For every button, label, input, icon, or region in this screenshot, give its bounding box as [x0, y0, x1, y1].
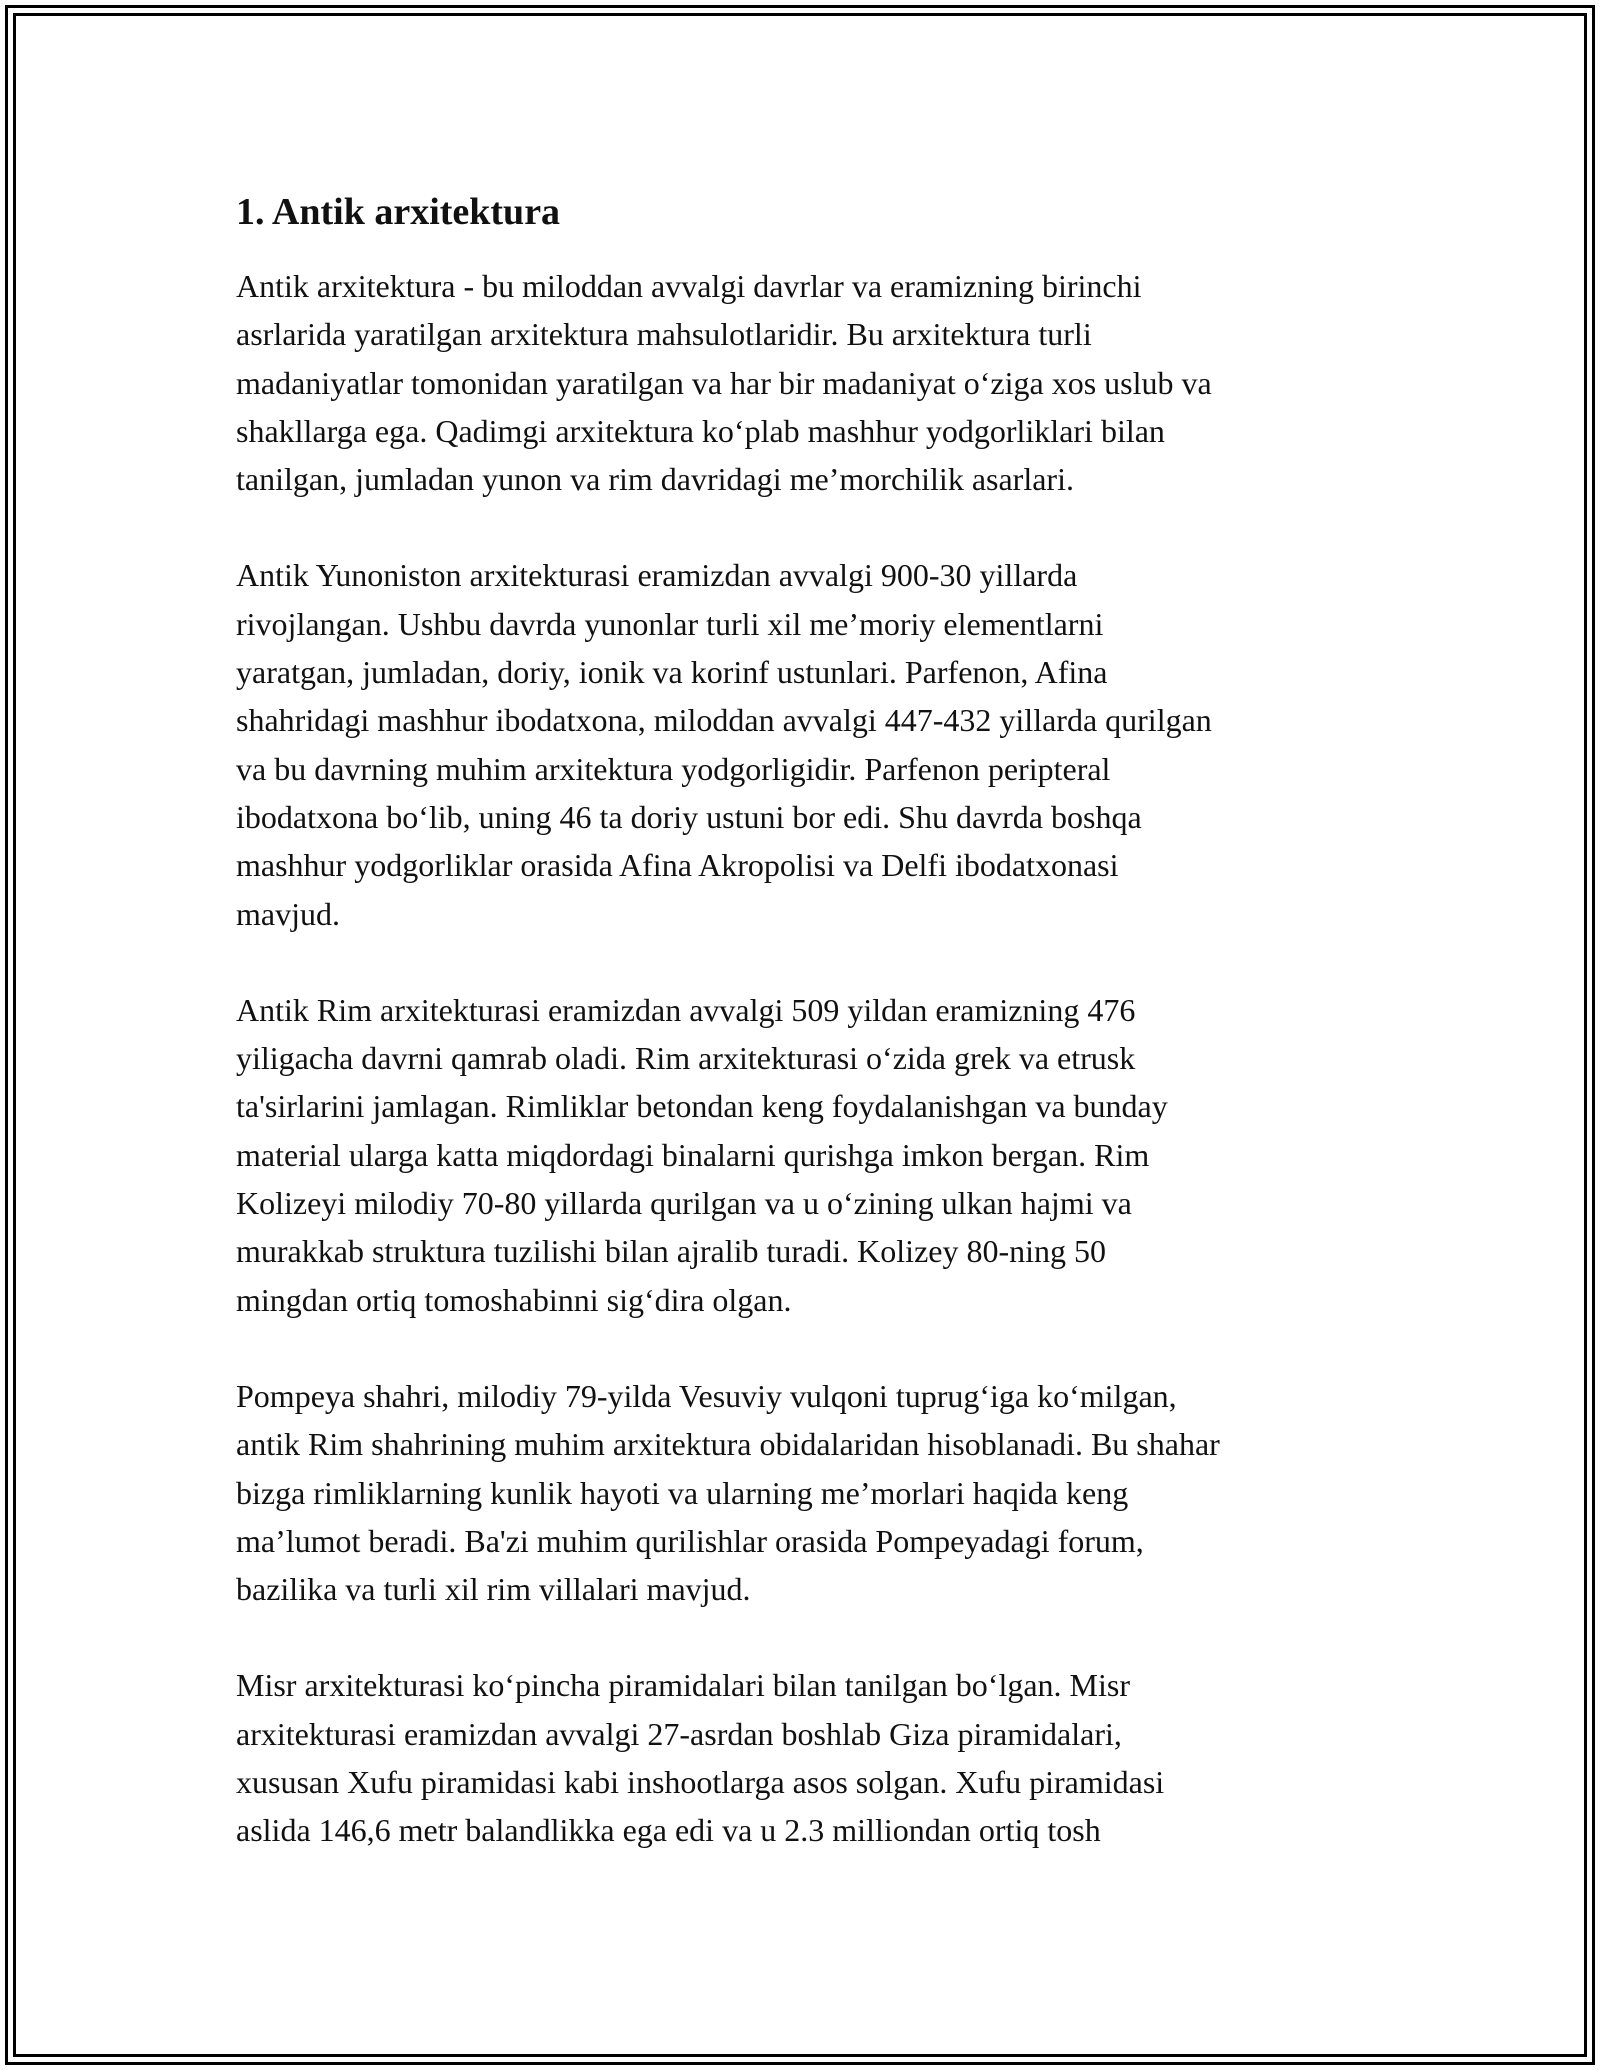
text-line: mavjud.	[236, 895, 340, 932]
document-body	[236, 186, 1366, 1903]
text-line: bizga rimliklarning kunlik hayoti va ularning me’morlari haqida keng	[236, 1474, 1129, 1511]
text-line: yaratgan, jumladan, doriy, ionik va korinf ustunlari. Parfenon, Afina	[236, 654, 1108, 691]
text-line: rivojlangan. Ushbu davrda yunonlar turli xil me’moriy elementlarni	[236, 605, 1104, 642]
section-heading: 1. Antik arxitektura	[236, 191, 561, 233]
text-line: mashhur yodgorliklar orasida Afina Akropolisi va Delfi ibodatxonasi	[236, 847, 1119, 884]
text-line: material ularga katta miqdordagi binalarni qurishga imkon bergan. Rim	[236, 1136, 1150, 1173]
text-line: shahridagi mashhur ibodatxona, miloddan avvalgi 447-432 yillarda qurilgan	[236, 702, 1212, 739]
paragraph-5	[236, 1661, 1366, 1854]
text-line: bazilika va turli xil rim villalari mavjud.	[236, 1571, 751, 1608]
text-line: antik Rim shahrining muhim arxitektura obidalaridan hisoblanadi. Bu shahar	[236, 1426, 1220, 1463]
text-line: ma’lumot beradi. Ba'zi muhim qurilishlar orasida Pompeyadagi forum,	[236, 1522, 1144, 1559]
text-line: Antik Rim arxitekturasi eramizdan avvalgi 509 yildan eramizning 476	[236, 991, 1136, 1028]
text-line: mingdan ortiq tomoshabinni sig‘dira olgan.	[236, 1281, 792, 1318]
paragraph-list	[236, 262, 1366, 1855]
text-line: Antik Yunoniston arxitekturasi eramizdan avvalgi 900-30 yillarda	[236, 557, 1078, 594]
text-line: murakkab struktura tuzilishi bilan ajralib turadi. Kolizey 80-ning 50	[236, 1233, 1107, 1270]
paragraph-2	[236, 551, 1366, 937]
text-line: Pompeya shahri, milodiy 79-yilda Vesuviy vulqoni tuprug‘iga ko‘milgan,	[236, 1377, 1177, 1414]
text-line: aslida 146,6 metr balandlikka ega edi va u 2.3 milliondan ortiq tosh	[236, 1812, 1101, 1849]
paragraph-4	[236, 1372, 1366, 1613]
text-line: Antik arxitektura - bu miloddan avvalgi davrlar va eramizning birinchi	[236, 268, 1142, 304]
text-line: asrlarida yaratilgan arxitektura mahsulotlaridir. Bu arxitektura turli	[236, 316, 1092, 353]
text-line: arxitekturasi eramizdan avvalgi 27-asrdan boshlab Giza piramidalari,	[236, 1715, 1122, 1752]
text-line: ibodatxona bo‘lib, uning 46 ta doriy ustuni bor edi. Shu davrda boshqa	[236, 798, 1142, 835]
text-line: Kolizeyi milodiy 70-80 yillarda qurilgan va u o‘zining ulkan hajmi va	[236, 1185, 1132, 1222]
paragraph-1	[236, 262, 1366, 503]
text-line: xususan Xufu piramidasi kabi inshootlarga asos solgan. Xufu piramidasi	[236, 1764, 1165, 1801]
text-line: Misr arxitekturasi ko‘pincha piramidalari bilan tanilgan bo‘lgan. Misr	[236, 1667, 1130, 1704]
text-line: ta'sirlarini jamlagan. Rimliklar betondan keng foydalanishgan va bunday	[236, 1088, 1168, 1125]
text-line: va bu davrning muhim arxitektura yodgorligidir. Parfenon peripteral	[236, 750, 1111, 787]
paragraph-3	[236, 986, 1366, 1324]
text-line: tanilgan, jumladan yunon va rim davridagi me’morchilik asarlari.	[236, 461, 1074, 498]
text-line: yiligacha davrni qamrab oladi. Rim arxitekturasi o‘zida grek va etrusk	[236, 1040, 1136, 1077]
text-line: shakllarga ega. Qadimgi arxitektura ko‘plab mashhur yodgorliklari bilan	[236, 412, 1165, 449]
text-line: madaniyatlar tomonidan yaratilgan va har bir madaniyat o‘ziga xos uslub va	[236, 364, 1212, 401]
